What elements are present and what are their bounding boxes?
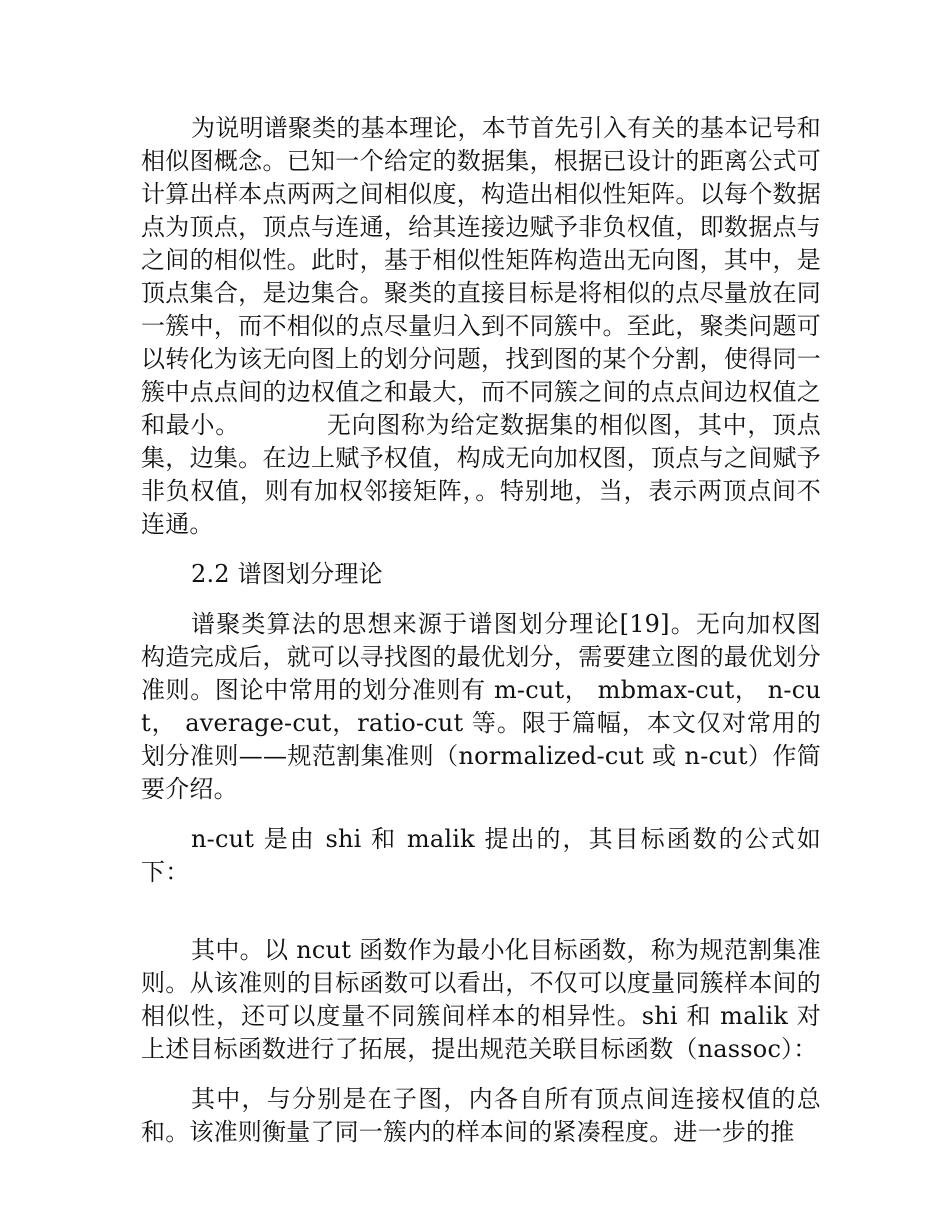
- paragraph-ncut-criterion: 其中。以 ncut 函数作为最小化目标函数，称为规范割集准则。从该准则的目标函数可以看出，不仅可以度量同簇样本间的相似性，还可以度量不同簇间样本的相异性。shi 和 malik 对上述目标函数进行了拓展，提出规范关联目标函数（nassoc）：: [141, 936, 821, 1063]
- paragraph-nassoc: 其中，与分别是在子图，内各自所有顶点间连接权值的总和。该准则衡量了同一簇内的样本间的紧凑程度。进一步的推: [141, 1085, 821, 1146]
- paragraph-spectral-basics: 为说明谱聚类的基本理论，本节首先引入有关的基本记号和相似图概念。已知一个给定的数据集，根据已设计的距离公式可计算出样本点两两之间相似度，构造出相似性矩阵。以每个数据点为顶点，顶点与连通，给其连接边赋予非负权值，即数据点与之间的相似性。此时，基于相似性矩阵构造出无向图，其中，是顶点集合，是边集合。聚类的直接目标是将相似的点尽量放在同一簇中，而不相似的点尽量归入到不同簇中。至此，聚类问题可以转化为该无向图上的划分问题，找到图的某个分割，使得同一簇中点点间的边权值之和最大，而不同簇之间的点点间边权值之和最小。 无向图称为给定数据集的相似图，其中，顶点集，边集。在边上赋予权值，构成无向加权图，顶点与之间赋予非负权值，则有加权邻接矩阵，。特别地，当，表示两顶点间不连通。: [141, 114, 821, 538]
- paragraph-graph-partition: 谱聚类算法的思想来源于谱图划分理论[19]。无向加权图构造完成后，就可以寻找图的最优划分，需要建立图的最优划分准则。图论中常用的划分准则有 m-cut， mbmax-cut， n-cut， average-cut，ratio-cut 等。限于篇幅，本文仅对常用的划分准则——规范割集准则（normalized-cut 或 n-cut）作简要介绍。: [141, 610, 821, 803]
- section-heading-2-2: 2.2 谱图划分理论: [191, 560, 383, 588]
- document-body: [141, 112, 821, 1149]
- paragraph-ncut-intro: n-cut 是由 shi 和 malik 提出的，其目标函数的公式如下：: [141, 825, 821, 886]
